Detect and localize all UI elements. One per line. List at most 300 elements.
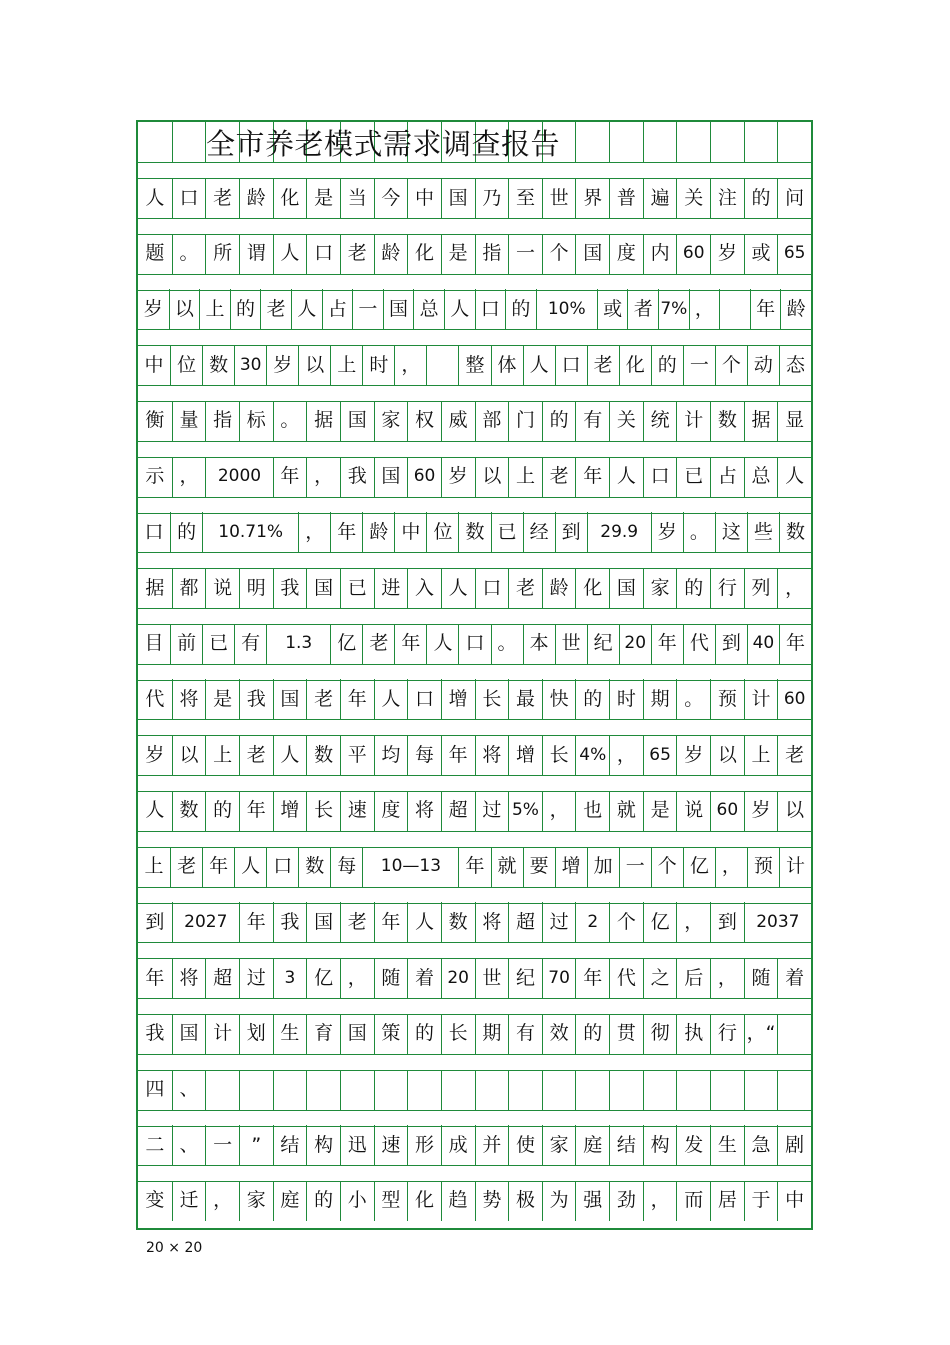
grid-char: 每 (330, 847, 362, 887)
grid-char: 年 (239, 902, 273, 942)
grid-char: 年 (458, 847, 490, 887)
grid-char: 龄 (374, 234, 408, 274)
grid-char: 内 (643, 234, 677, 274)
grid-char: 小 (340, 1181, 374, 1221)
grid-char: 以 (710, 735, 744, 775)
grid-char: 老 (170, 847, 202, 887)
grid-cell (609, 1070, 643, 1110)
grid-char: 年 (340, 679, 374, 719)
row-divider (138, 719, 811, 720)
grid-cell (306, 1070, 340, 1110)
grid-cell (407, 1070, 441, 1110)
grid-char: 以 (475, 457, 509, 497)
grid-char: 人 (273, 234, 307, 274)
grid-char: 60 (676, 234, 710, 274)
grid-cell (744, 1070, 778, 1110)
grid-cell (374, 1070, 408, 1110)
grid-char: 构 (306, 1125, 340, 1165)
grid-char: 的 (542, 401, 576, 441)
grid-char: 人 (407, 902, 441, 942)
grid-char: 数 (441, 902, 475, 942)
grid-char: 岁 (710, 234, 744, 274)
grid-char: 纪 (587, 624, 619, 664)
grid-char: 贯 (609, 1014, 643, 1054)
grid-char: 年 (575, 457, 609, 497)
grid-char: 型 (374, 1181, 408, 1221)
grid-char: 中 (144, 353, 164, 376)
grid-char: 人 (145, 799, 165, 822)
grid-char: ， (306, 457, 340, 497)
grid-char: 谓 (239, 234, 273, 274)
grid-char: 以 (298, 345, 330, 385)
grid-char: 期 (475, 1014, 509, 1054)
row-divider (138, 329, 811, 330)
grid-char: 后 (676, 958, 710, 998)
grid-char: 些 (747, 512, 779, 552)
grid-char: 。 (676, 679, 710, 719)
grid-char: 年 (394, 624, 426, 664)
grid-char: 国 (374, 457, 408, 497)
grid-char: 长 (475, 679, 509, 719)
row-divider (138, 441, 811, 442)
grid-char: 70 (542, 958, 576, 998)
grid-char: 今 (374, 178, 408, 218)
grid-char: 人 (273, 735, 307, 775)
grid-char: 指 (205, 401, 239, 441)
grid-char: ” (239, 1125, 273, 1165)
grid-cell (205, 1070, 239, 1110)
grid-char: 据 (145, 576, 165, 599)
grid-char: 是 (306, 178, 340, 218)
grid-char: 代 (145, 687, 165, 710)
grid-char: 劲 (609, 1181, 643, 1221)
grid-char: 10% (536, 289, 597, 329)
text-row (138, 401, 811, 441)
grid-char: ， (298, 512, 330, 552)
grid-cell (676, 122, 710, 162)
grid-cell (172, 122, 206, 162)
grid-char: 国 (340, 401, 374, 441)
grid-char: ， (689, 289, 720, 329)
grid-char: 占 (710, 457, 744, 497)
grid-char: 进 (374, 568, 408, 608)
grid-cell (643, 122, 677, 162)
grid-char: 岁 (744, 791, 778, 831)
grid-char: 老 (587, 345, 619, 385)
grid-char: 四 (145, 1078, 165, 1101)
grid-char: 家 (643, 568, 677, 608)
row-divider (138, 497, 811, 498)
grid-cell (273, 1070, 307, 1110)
text-row (138, 847, 811, 887)
grid-char: 位 (170, 345, 202, 385)
grid-char: 时 (362, 345, 394, 385)
grid-char: 迁 (172, 1181, 206, 1221)
grid-char: 着 (407, 958, 441, 998)
grid-char: 随 (374, 958, 408, 998)
grid-char: 生 (273, 1014, 307, 1054)
grid-char: 的 (407, 1014, 441, 1054)
grid-char: 2000 (205, 457, 272, 497)
grid-char: 的 (230, 289, 261, 329)
grid-char: 化 (407, 1181, 441, 1221)
grid-char: 个 (609, 902, 643, 942)
grid-char: 划 (239, 1014, 273, 1054)
grid-char: 体 (491, 345, 523, 385)
grid-char: 国 (306, 568, 340, 608)
grid-char: 将 (172, 679, 206, 719)
grid-char: 衡 (145, 409, 165, 432)
grid-char: 计 (205, 1014, 239, 1054)
row-divider (138, 552, 811, 553)
grid-cell (508, 1070, 542, 1110)
grid-char: 庭 (575, 1125, 609, 1165)
grid-char: 老 (306, 679, 340, 719)
grid-cell (441, 1070, 475, 1110)
grid-char: 或 (597, 289, 628, 329)
grid-char: 最 (508, 679, 542, 719)
grid-char: ， (172, 457, 206, 497)
grid-char: 上 (199, 289, 230, 329)
grid-char: 这 (715, 512, 747, 552)
grid-cell (138, 122, 172, 162)
grid-char: 期 (643, 679, 677, 719)
grid-char: 增 (273, 791, 307, 831)
grid-char: 龄 (780, 289, 811, 329)
text-row (138, 457, 811, 497)
grid-char: 势 (475, 1181, 509, 1221)
grid-char: 计 (676, 401, 710, 441)
row-divider (138, 1165, 811, 1166)
grid-char: 明 (239, 568, 273, 608)
grid-char: 数 (298, 847, 330, 887)
grid-char: 目 (144, 632, 164, 655)
grid-char: 个 (542, 234, 576, 274)
grid-char: 经 (523, 512, 555, 552)
grid-char: 威 (441, 401, 475, 441)
row-divider (138, 274, 811, 275)
grid-char: 4% (575, 735, 609, 775)
text-row (138, 568, 811, 608)
grid-char: 过 (239, 958, 273, 998)
grid-char: 中 (777, 1181, 811, 1221)
grid-char: 将 (475, 902, 509, 942)
grid-char: ， (542, 791, 576, 831)
grid-char: 平 (340, 735, 374, 775)
grid-char: 的 (676, 568, 710, 608)
grid-char: 有 (234, 624, 266, 664)
grid-char: 上 (330, 345, 362, 385)
grid-char: 老 (508, 568, 542, 608)
grid-char: 超 (508, 902, 542, 942)
row-divider (138, 218, 811, 219)
grid-char: 策 (374, 1014, 408, 1054)
grid-char: 5% (508, 791, 542, 831)
grid-char: 增 (508, 735, 542, 775)
grid-char: 我 (239, 679, 273, 719)
grid-char: 年 (750, 289, 781, 329)
grid-char: 一 (683, 345, 715, 385)
grid-char: 老 (340, 902, 374, 942)
grid-char: 人 (234, 847, 266, 887)
grid-size-label: 20 × 20 (146, 1240, 203, 1256)
grid-char: 构 (643, 1125, 677, 1165)
grid-char: 快 (542, 679, 576, 719)
grid-char: 效 (542, 1014, 576, 1054)
grid-char: 人 (374, 679, 408, 719)
grid-cell (542, 1070, 576, 1110)
grid-cell (609, 122, 643, 162)
grid-char: 就 (609, 791, 643, 831)
row-divider (138, 998, 811, 999)
grid-cell (710, 122, 744, 162)
grid-char: 口 (266, 847, 298, 887)
grid-char: 数 (202, 345, 234, 385)
grid-char: 。 (683, 512, 715, 552)
grid-char: 3 (273, 958, 307, 998)
grid-char: 60 (777, 679, 811, 719)
grid-char: 口 (643, 457, 677, 497)
grid-cell (777, 122, 811, 162)
grid-char: 变 (145, 1189, 165, 1212)
grid-char: 庭 (273, 1181, 307, 1221)
grid-char: 本 (523, 624, 555, 664)
grid-char: 度 (374, 791, 408, 831)
grid-char: 国 (575, 234, 609, 274)
grid-char: 指 (475, 234, 509, 274)
grid-char: 每 (407, 735, 441, 775)
grid-char: 当 (340, 178, 374, 218)
grid-char: 要 (523, 847, 555, 887)
grid-char: 我 (145, 1022, 165, 1045)
grid-char: 度 (609, 234, 643, 274)
grid-char: 中 (407, 178, 441, 218)
grid-char: 的 (575, 679, 609, 719)
grid-cell (719, 289, 750, 329)
grid-char: 到 (555, 512, 587, 552)
grid-char: 我 (273, 902, 307, 942)
grid-char: 育 (306, 1014, 340, 1054)
grid-char: 人 (444, 289, 475, 329)
grid-char: 过 (542, 902, 576, 942)
grid-char: 使 (508, 1125, 542, 1165)
grid-char: 的 (575, 1014, 609, 1054)
grid-char: 人 (291, 289, 322, 329)
grid-char: 成 (441, 1125, 475, 1165)
grid-char: ， (676, 902, 710, 942)
text-row (138, 345, 811, 385)
grid-char: 岁 (441, 457, 475, 497)
grid-char: 年 (145, 966, 165, 989)
grid-char: 的 (651, 345, 683, 385)
grid-char: 口 (407, 679, 441, 719)
grid-char: 年 (330, 512, 362, 552)
grid-char: 岁 (676, 735, 710, 775)
grid-char: 剧 (777, 1125, 811, 1165)
grid-char: 老 (260, 289, 291, 329)
grid-char: 国 (609, 568, 643, 608)
grid-char: 世 (555, 624, 587, 664)
grid-char: 已 (202, 624, 234, 664)
grid-char: 上 (205, 735, 239, 775)
grid-char: 家 (542, 1125, 576, 1165)
grid-char: 整 (458, 345, 490, 385)
grid-char: 将 (407, 791, 441, 831)
grid-char: 数 (779, 512, 811, 552)
grid-char: 趋 (441, 1181, 475, 1221)
grid-char: 发 (676, 1125, 710, 1165)
row-divider (138, 887, 811, 888)
grid-char: 问 (777, 178, 811, 218)
grid-char: 为 (542, 1181, 576, 1221)
grid-char: 龄 (542, 568, 576, 608)
grid-char: 速 (340, 791, 374, 831)
grid-char: 注 (710, 178, 744, 218)
grid-char: 化 (407, 234, 441, 274)
grid-cell (744, 122, 778, 162)
grid-char: 形 (407, 1125, 441, 1165)
grid-char: 一 (205, 1125, 239, 1165)
grid-char: 是 (643, 791, 677, 831)
grid-char: 有 (508, 1014, 542, 1054)
grid-char: 到 (145, 910, 165, 933)
grid-char: ， (777, 568, 811, 608)
grid-char: 据 (306, 401, 340, 441)
grid-char: 有 (575, 401, 609, 441)
grid-char: 一 (352, 289, 383, 329)
grid-char: 世 (542, 178, 576, 218)
grid-char: 20 (441, 958, 475, 998)
grid-char: 的 (170, 512, 202, 552)
grid-char: 个 (651, 847, 683, 887)
grid-cell (475, 1070, 509, 1110)
grid-char: 国 (340, 1014, 374, 1054)
grid-char: 占 (322, 289, 353, 329)
grid-char: 加 (587, 847, 619, 887)
grid-cell (340, 1070, 374, 1110)
text-row (138, 791, 811, 831)
grid-char: 速 (374, 1125, 408, 1165)
grid-char: 关 (609, 401, 643, 441)
grid-char: 态 (779, 345, 811, 385)
grid-char: 龄 (239, 178, 273, 218)
grid-char: 20 (619, 624, 651, 664)
grid-char: 已 (676, 457, 710, 497)
grid-char: 年 (575, 958, 609, 998)
grid-char: ， (394, 345, 426, 385)
grid-char: 极 (508, 1181, 542, 1221)
grid-char: 着 (777, 958, 811, 998)
grid-char: 权 (407, 401, 441, 441)
grid-char: 人 (426, 624, 458, 664)
grid-char: 强 (575, 1181, 609, 1221)
grid-char: 口 (458, 624, 490, 664)
grid-char: 60 (710, 791, 744, 831)
grid-char: 10.71% (202, 512, 298, 552)
grid-char: 的 (306, 1181, 340, 1221)
grid-char: 标 (239, 401, 273, 441)
grid-char: 生 (710, 1125, 744, 1165)
grid-char: 岁 (651, 512, 683, 552)
grid-char: 国 (172, 1014, 206, 1054)
grid-char: 2027 (172, 902, 239, 942)
grid-char: 结 (609, 1125, 643, 1165)
grid-char: 亿 (330, 624, 362, 664)
grid-char: 之 (643, 958, 677, 998)
grid-char: 而 (676, 1181, 710, 1221)
grid-char: 化 (619, 345, 651, 385)
text-row (138, 1125, 811, 1165)
grid-char: 行 (710, 1014, 744, 1054)
grid-char: ， (609, 735, 643, 775)
grid-char: 预 (710, 679, 744, 719)
grid-char: 已 (491, 512, 523, 552)
grid-char: 说 (676, 791, 710, 831)
grid-char: 中 (394, 512, 426, 552)
grid-char: 老 (205, 178, 239, 218)
row-divider (138, 608, 811, 609)
grid-cell (777, 1014, 811, 1054)
grid-char: 普 (609, 178, 643, 218)
grid-char: 老 (239, 735, 273, 775)
grid-char: 界 (575, 178, 609, 218)
grid-char: 。 (273, 401, 307, 441)
grid-char: 上 (744, 735, 778, 775)
grid-char: 上 (508, 457, 542, 497)
grid-char: 我 (273, 568, 307, 608)
grid-char: 一 (508, 234, 542, 274)
grid-char: 计 (744, 679, 778, 719)
grid-char: 长 (441, 1014, 475, 1054)
grid-char: 65 (777, 234, 811, 274)
grid-char: 年 (441, 735, 475, 775)
grid-char: 说 (205, 568, 239, 608)
row-divider (138, 942, 811, 943)
grid-char: 年 (651, 624, 683, 664)
manuscript-grid (136, 120, 813, 1230)
grid-char: 国 (383, 289, 414, 329)
grid-char: 统 (643, 401, 677, 441)
grid-char: 口 (172, 178, 206, 218)
text-row (138, 178, 811, 218)
grid-char: 位 (426, 512, 458, 552)
grid-char: 增 (555, 847, 587, 887)
grid-char: 都 (172, 568, 206, 608)
grid-char: 均 (374, 735, 408, 775)
grid-char: 增 (441, 679, 475, 719)
grid-char: 以 (777, 791, 811, 831)
grid-char: 人 (609, 457, 643, 497)
text-row (138, 1014, 811, 1054)
grid-char: 纪 (508, 958, 542, 998)
grid-char: 是 (205, 679, 239, 719)
grid-char: ， (205, 1181, 239, 1221)
text-row (138, 1070, 811, 1110)
grid-char: 二 (145, 1133, 165, 1156)
grid-cell (239, 1070, 273, 1110)
row-divider (138, 775, 811, 776)
grid-char: 、 (172, 1125, 206, 1165)
grid-char: 将 (172, 958, 206, 998)
grid-char: 数 (306, 735, 340, 775)
grid-char: 数 (172, 791, 206, 831)
grid-char: 行 (710, 568, 744, 608)
grid-char: 急 (744, 1125, 778, 1165)
grid-char: 65 (643, 735, 677, 775)
text-row (138, 902, 811, 942)
grid-char: ，“ (744, 1014, 778, 1054)
grid-char: 口 (475, 568, 509, 608)
